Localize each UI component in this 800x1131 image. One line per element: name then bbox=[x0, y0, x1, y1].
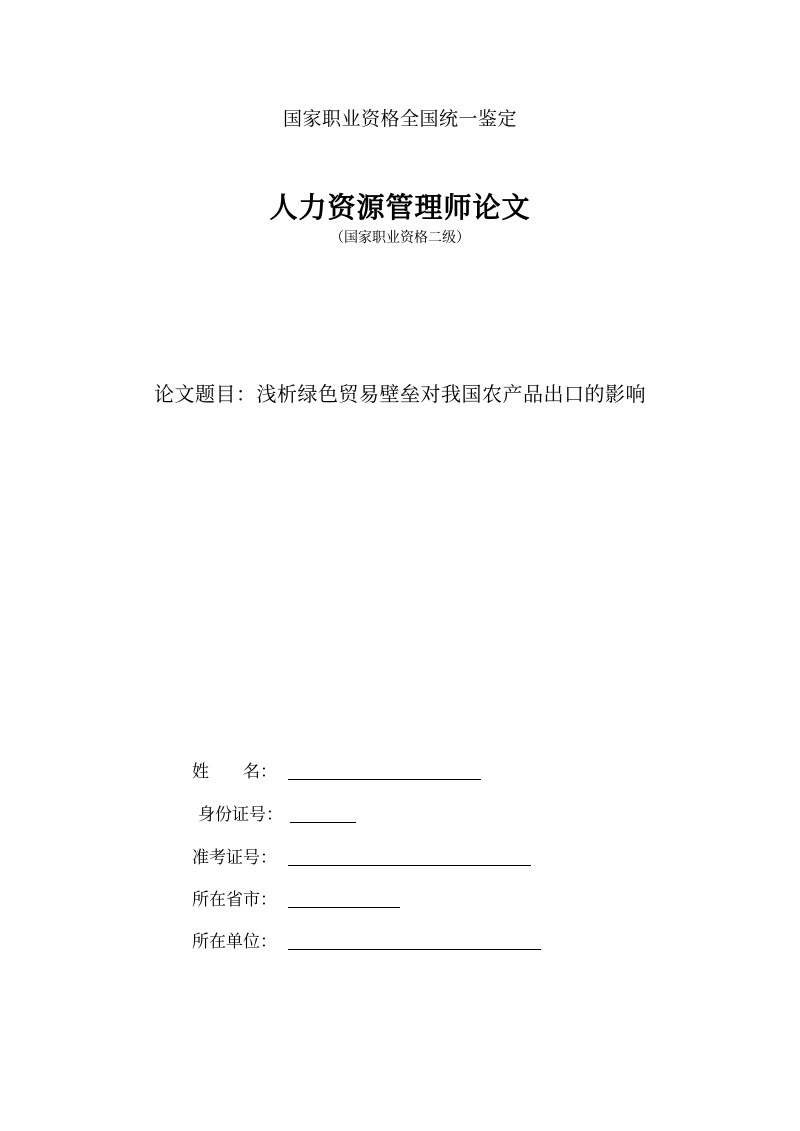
province-city-label: 所在省市： bbox=[192, 890, 277, 910]
name-label: 姓 名： bbox=[192, 762, 277, 782]
name-blank-line[interactable] bbox=[288, 779, 481, 780]
page-title: 人力资源管理师论文 bbox=[269, 191, 531, 224]
id-number-blank-line[interactable] bbox=[290, 822, 356, 823]
work-unit-blank-line[interactable] bbox=[288, 949, 541, 950]
exam-number-blank-line[interactable] bbox=[288, 865, 531, 866]
page-subtitle: （国家职业资格二级） bbox=[330, 230, 470, 246]
work-unit-label: 所在单位： bbox=[192, 932, 277, 952]
province-city-blank-line[interactable] bbox=[288, 907, 400, 908]
exam-header: 国家职业资格全国统一鉴定 bbox=[282, 108, 517, 130]
thesis-topic: 论文题目：浅析绿色贸易壁垒对我国农产品出口的影响 bbox=[154, 382, 646, 406]
id-number-label: 身份证号： bbox=[198, 805, 283, 825]
exam-number-label: 准考证号： bbox=[192, 848, 277, 868]
